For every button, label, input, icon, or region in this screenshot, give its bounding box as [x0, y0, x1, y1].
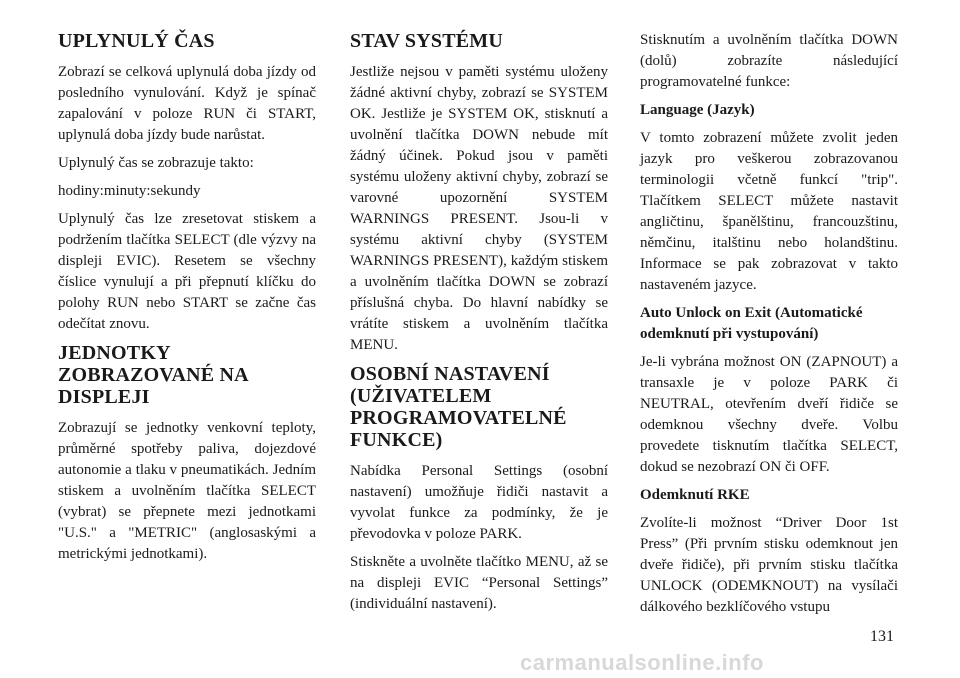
subheading-rke-unlock: Odemknutí RKE — [640, 487, 750, 503]
heading-elapsed-time: UPLYNULÝ ČAS — [58, 30, 215, 52]
paragraph: Uplynulý čas lze zresetovat stiskem a podržením tlačítka SELECT (dle výzvy na displeji EVIC). Resetem se všechny číslice vynulují a při přepnutí klíčku do polohy RUN nebo START se začne čas odečítat znovu. — [58, 211, 316, 332]
paragraph: hodiny:minuty:sekundy — [58, 183, 201, 199]
subheading-language: Language (Jazyk) — [640, 102, 755, 118]
paragraph: Nabídka Personal Settings (osobní nastavení) umožňuje řidiči nastavit a vyvolat funkce za podmínky, že je převodovka v poloze PARK. — [350, 463, 608, 542]
paragraph: Uplynulý čas se zobrazuje takto: — [58, 155, 254, 171]
watermark: carmanualsonline.info — [520, 650, 764, 675]
column-1 — [58, 30, 316, 572]
column-3 — [640, 30, 898, 625]
paragraph: Stiskněte a uvolněte tlačítko MENU, až se na displeji EVIC “Personal Settings” (individuální nastavení). — [350, 554, 608, 612]
column-2 — [350, 30, 608, 622]
paragraph: Stisknutím a uvolněním tlačítka DOWN (dolů) zobrazíte následující programovatelné funkce: — [640, 32, 898, 90]
heading-display-units: JEDNOTKY ZOBRAZOVANÉ NA DISPLEJI — [58, 342, 248, 408]
heading-system-status: STAV SYSTÉMU — [350, 30, 504, 52]
paragraph: Zvolíte-li možnost “Driver Door 1st Press” (Při prvním stisku odemknout jen dveře řidiče), při prvním stisku tlačítka UNLOCK (ODEMKNOUT) na vysílači dálkového bezklíčového vstupu — [640, 515, 898, 615]
paragraph: Je-li vybrána možnost ON (ZAPNOUT) a transaxle je v poloze PARK či NEUTRAL, otevřením dveří řidiče se odemknou všechny dveře. Volbu provedete tisknutím tlačítka SELECT, dokud se nezobrazí ON či OFF. — [640, 354, 898, 475]
paragraph: Zobrazují se jednotky venkovní teploty, průměrné spotřeby paliva, dojezdové autonomie a tlaku v pneumatikách. Jedním stiskem a uvolněním tlačítka SELECT (vybrat) se přepnete mezi jednotkami "U.S." a "METRIC" (anglosaskými a metrickými jednotkami). — [58, 420, 316, 562]
subheading-auto-unlock: Auto Unlock on Exit (Automatické odemknutí při vystupování) — [640, 305, 863, 342]
paragraph: Jestliže nejsou v paměti systému uloženy žádné aktivní chyby, zobrazí se SYSTEM OK. Jestliže je SYSTEM OK, stisknutí a uvolnění tlačítka DOWN nebude mít žádný účinek. Pokud jsou v paměti systému uloženy aktivní chyby, zobrazí se varovné upozornění SYSTEM WARNINGS PRESENT. Jsou-li v systému aktivní chyby (SYSTEM WARNINGS PRESENT), každým stiskem a uvolněním tlačítka DOWN se zobrazí příslušná chyba. Do hlavní nabídky se vrátíte stiskem a uvolněním tlačítka MENU. — [350, 64, 608, 353]
paragraph: Zobrazí se celková uplynulá doba jízdy od posledního vynulování. Když je spínač zapalování v poloze RUN či START, uplynulá doba jízdy bude narůstat. — [58, 64, 316, 143]
paragraph: V tomto zobrazení můžete zvolit jeden jazyk pro veškerou zobrazovanou terminologii včetně funkcí "trip". Tlačítkem SELECT můžete nastavit angličtinu, španělštinu, francouzštinu, němčinu, italštinu nebo holandštinu. Informace se pak zobrazovat v takto nastaveném jazyce. — [640, 130, 898, 293]
heading-personal-settings: OSOBNÍ NASTAVENÍ (UŽIVATELEM PROGRAMOVATELNÉ FUNKCE) — [350, 363, 567, 451]
page-number: 131 — [870, 628, 894, 645]
